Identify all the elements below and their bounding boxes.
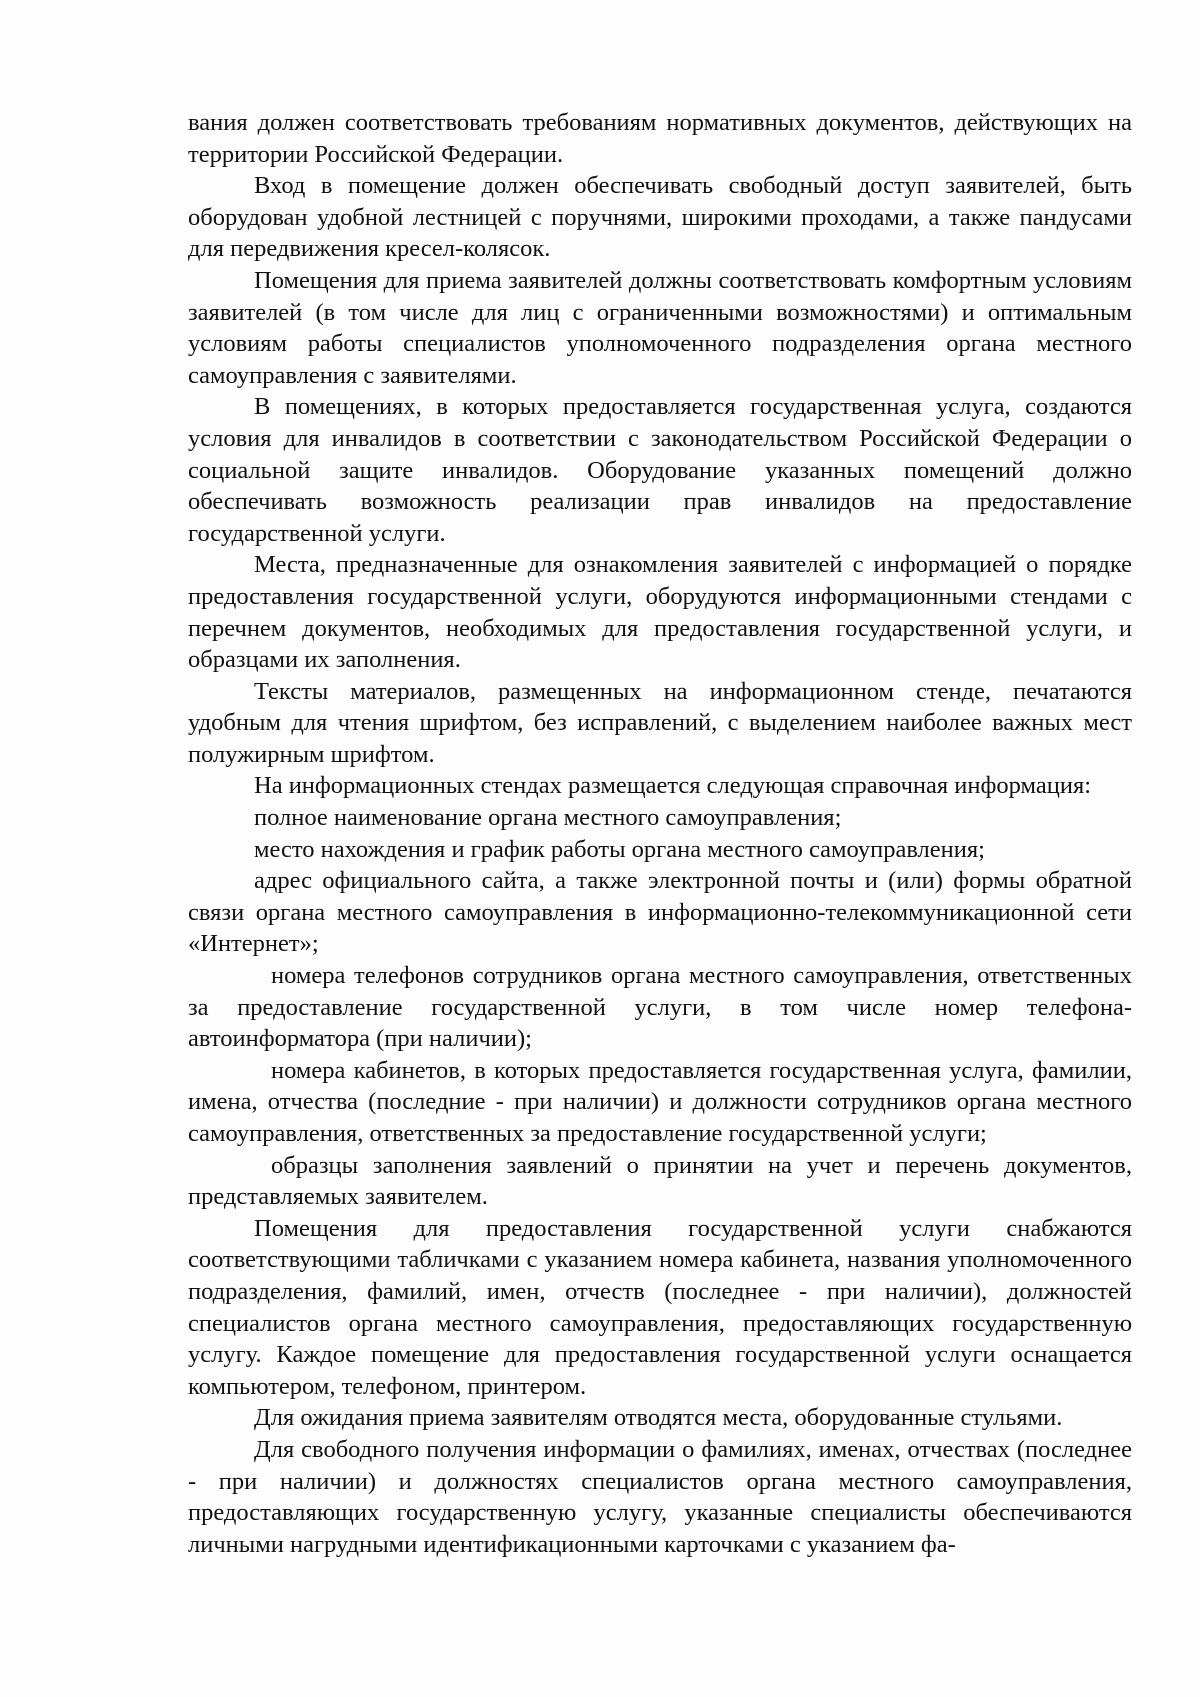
paragraph: Вход в помещение должен обеспечивать свободный доступ заявителей, быть оборудован удобной лестницей с поручнями, широкими проходами, а также пандусами для передвижения кресел-колясок. [188,172,1132,263]
paragraph: Помещения для предоставления государственной услуги снабжаются соответствующими табличками с указанием номера кабинета, названия уполномоченного подразделения, фамилий, имен, отчеств (последнее - при наличии), должностей специалистов органа местного самоуправления, предоставляющих государственную услугу. Каждое помещение для предоставления государственной услуги оснащается компьютером, телефоном, принтером. [188,1214,1132,1400]
list-item: номера телефонов сотрудников органа местного самоуправления, ответственных за предоставление государственной услуги, в том числе номер телефона-автоинформатора (при наличии); [188,962,1132,1053]
paragraph: Для свободного получения информации о фамилиях, именах, отчествах (последнее - при наличии) и должностях специалистов органа местного самоуправления, предоставляющих государственную услугу, указанные специалисты обеспечиваются личными нагрудными идентификационными карточками с указанием фа- [188,1435,1132,1558]
list-item: номера кабинетов, в которых предоставляется государственная услуга, фамилии, имена, отчества (последние - при наличии) и должности сотрудников органа местного самоуправления, ответственных за предоставление государственной услуги; [188,1056,1132,1147]
list-item: образцы заполнения заявлений о принятии на учет и перечень документов, представляемых заявителем. [188,1151,1132,1211]
paragraph: Помещения для приема заявителей должны соответствовать комфортным условиям заявителей (в том числе для лиц с ограниченными возможностями) и оптимальным условиям работы специалистов уполномоченного подразделения органа местного самоуправления с заявителями. [188,266,1132,389]
paragraph: Для ожидания приема заявителям отводятся места, оборудованные стульями. [254,1404,1063,1432]
document-body [188,107,1132,1560]
paragraph: Тексты материалов, размещенных на информационном стенде, печатаются удобным для чтения шрифтом, без исправлений, с выделением наиболее важных мест полужирным шрифтом. [188,677,1132,768]
paragraph: вания должен соответствовать требованиям нормативных документов, действующих на территории Российской Федерации. [188,109,1132,168]
list-item: адрес официального сайта, а также электронной почты и (или) формы обратной связи органа местного самоуправления в информационно-телекоммуникационной сети «Интернет»; [188,867,1132,958]
paragraph: На информационных стендах размещается следующая справочная информация: [254,772,1092,800]
paragraph: Места, предназначенные для ознакомления заявителей с информацией о порядке предоставления государственной услуги, оборудуются информационными стендами с перечнем документов, необходимых для предоставления государственной услуги, и образцами их заполнения. [188,551,1132,674]
paragraph: В помещениях, в которых предоставляется государственная услуга, создаются условия для инвалидов в соответствии с законодательством Российской Федерации о социальной защите инвалидов. Оборудование указанных помещений должно обеспечивать возможность реализации прав инвалидов на предоставление государственной услуги. [188,393,1132,547]
list-item: место нахождения и график работы органа местного самоуправления; [254,835,985,863]
list-item: полное наименование органа местного самоуправления; [254,804,842,832]
